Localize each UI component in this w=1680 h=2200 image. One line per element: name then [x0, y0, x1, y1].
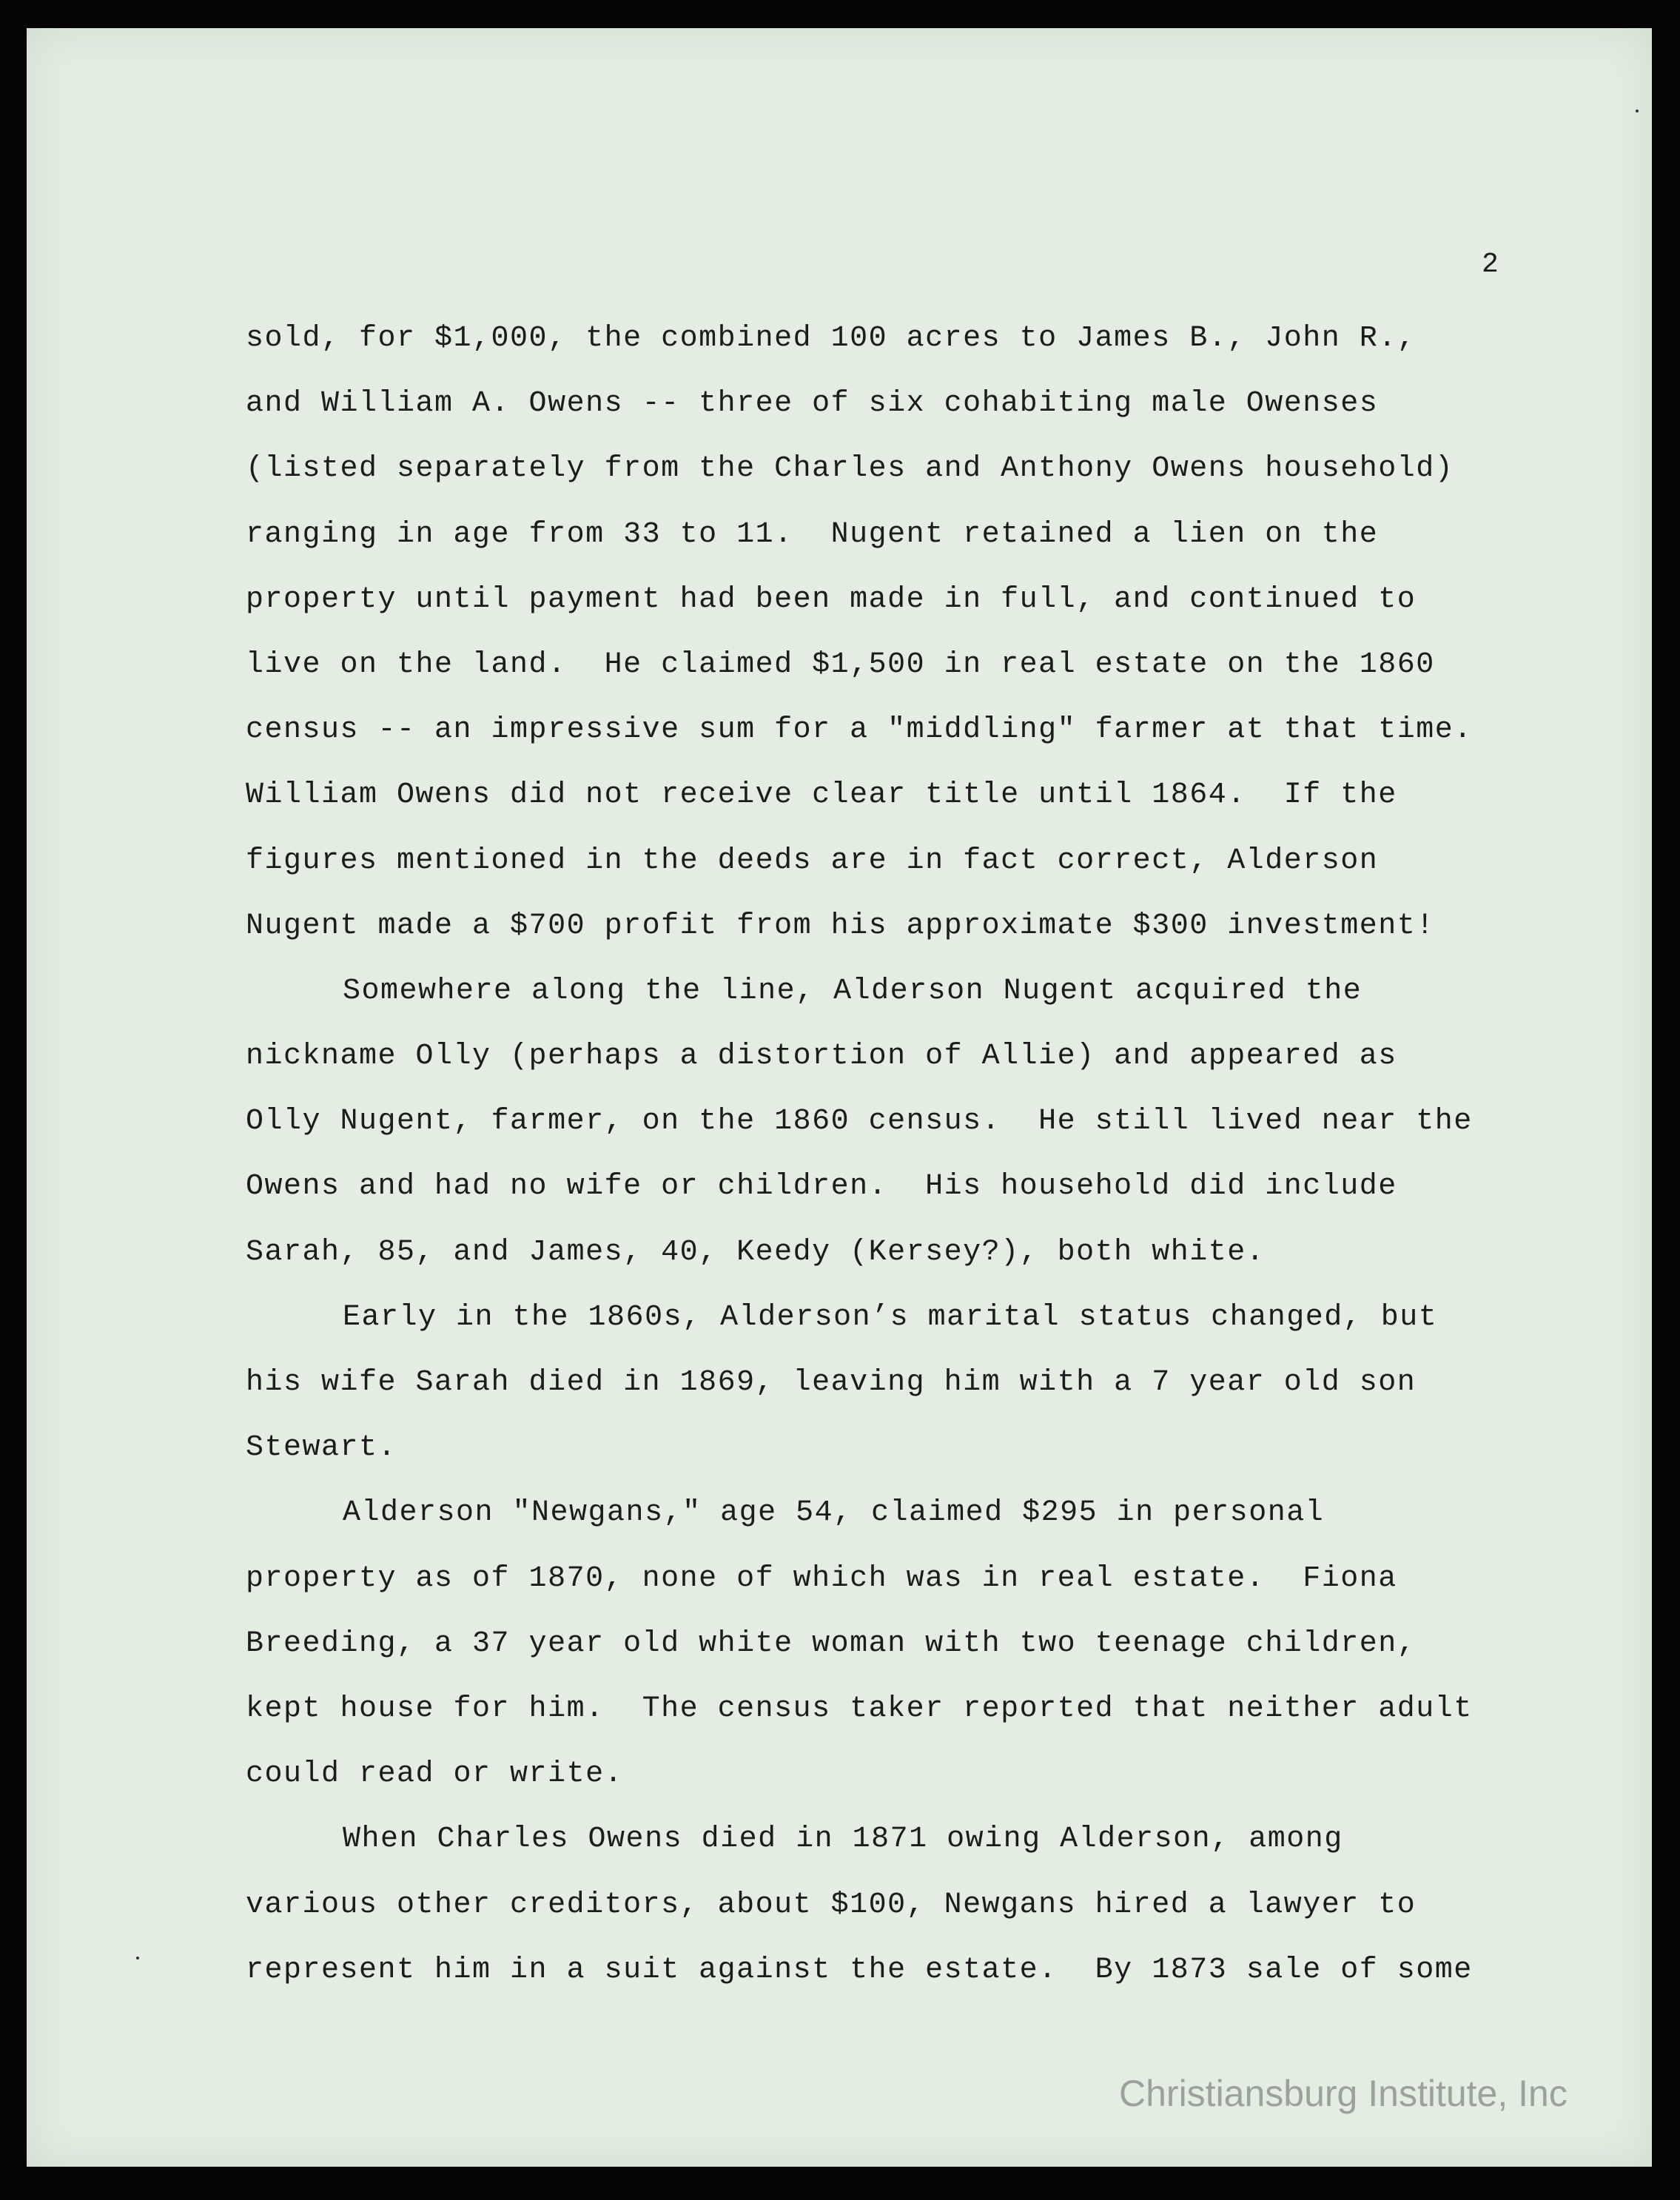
text-line: Stewart. — [246, 1431, 397, 1465]
text-line: could read or write. — [246, 1757, 624, 1792]
text-line: (listed separately from the Charles and Anthony Owens household) — [246, 452, 1454, 486]
text-line: census -- an impressive sum for a "middling" farmer at that time. — [246, 713, 1473, 747]
text-line: Breeding, a 37 year old white woman with two teenage children, — [246, 1627, 1417, 1661]
text-line: kept house for him. The census taker reported that neither adult — [246, 1692, 1473, 1726]
text-line: property as of 1870, none of which was in real estate. Fiona — [246, 1561, 1397, 1595]
text-line: Olly Nugent, farmer, on the 1860 census. He still lived near the — [246, 1105, 1473, 1139]
text-line: Owens and had no wife or children. His household did include — [246, 1170, 1397, 1204]
text-line: and William A. Owens -- three of six cohabiting male Owenses — [246, 387, 1379, 421]
text-line: Sarah, 85, and James, 40, Keedy (Kersey?), both white. — [246, 1235, 1266, 1269]
text-line: ranging in age from 33 to 11. Nugent retained a lien on the — [246, 517, 1379, 551]
text-line: Nugent made a $700 profit from his approximate $300 investment! — [246, 909, 1435, 943]
text-line: nickname Olly (perhaps a distortion of Allie) and appeared as — [246, 1040, 1397, 1074]
paper-speck — [136, 1957, 139, 1960]
text-line: figures mentioned in the deeds are in fact correct, Alderson — [246, 844, 1379, 878]
document-page — [27, 28, 1652, 2167]
text-line: Alderson "Newgans," age 54, claimed $295 in personal — [343, 1496, 1325, 1530]
watermark: Christiansburg Institute, Inc — [1119, 2073, 1568, 2114]
text-line: sold, for $1,000, the combined 100 acres to James B., John R., — [246, 322, 1417, 355]
body-text — [246, 306, 1533, 2003]
text-line: property until payment had been made in full, and continued to — [246, 582, 1417, 616]
text-line: When Charles Owens died in 1871 owing Alderson, among — [343, 1823, 1343, 1857]
text-line: Early in the 1860s, Alderson’s marital status changed, but — [343, 1300, 1438, 1334]
paper-speck — [1636, 110, 1639, 112]
text-line: William Owens did not receive clear title until 1864. If the — [246, 778, 1397, 813]
text-line: his wife Sarah died in 1869, leaving him with a 7 year old son — [246, 1366, 1417, 1399]
text-line: various other creditors, about $100, Newgans hired a lawyer to — [246, 1888, 1417, 1922]
page-number: 2 — [1482, 249, 1499, 280]
text-line: represent him in a suit against the estate. By 1873 sale of some — [246, 1953, 1473, 1987]
text-line: Somewhere along the line, Alderson Nugent acquired the — [343, 974, 1363, 1008]
text-line: live on the land. He claimed $1,500 in real estate on the 1860 — [246, 647, 1435, 682]
